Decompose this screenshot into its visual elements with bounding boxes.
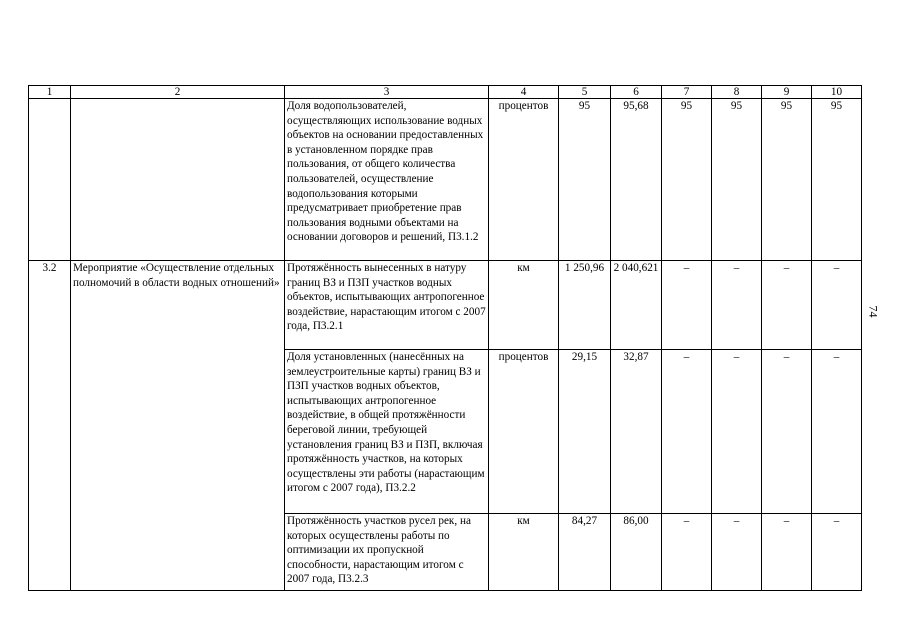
header-cell: 5 <box>559 86 611 99</box>
value-cell: 95 <box>812 99 862 261</box>
unit-cell: процентов <box>489 350 559 514</box>
value-cell: 29,15 <box>559 350 611 514</box>
header-cell: 9 <box>762 86 812 99</box>
header-row <box>29 86 862 99</box>
value-cell: – <box>712 261 762 350</box>
indicator-cell: Доля водопользователей, осуществляющих использование водных объектов на основании предоставленных в установленном порядке прав пользования, от общего количества пользователей, осуществление водопользования которыми предусматривает приобретение прав пользования водными объектами на основании договоров и решений, П3.1.2 <box>285 99 489 261</box>
value-cell: 2 040,621 <box>611 261 662 350</box>
unit-cell: км <box>489 514 559 591</box>
header-cell: 10 <box>812 86 862 99</box>
header-cell: 8 <box>712 86 762 99</box>
value-cell: – <box>712 514 762 591</box>
value-cell: – <box>762 350 812 514</box>
value-cell: 32,87 <box>611 350 662 514</box>
value-cell: 95 <box>559 99 611 261</box>
value-cell: 95 <box>762 99 812 261</box>
value-cell: – <box>762 514 812 591</box>
value-cell: 84,27 <box>559 514 611 591</box>
value-cell: – <box>762 261 812 350</box>
header-cell: 4 <box>489 86 559 99</box>
unit-cell: процентов <box>489 99 559 261</box>
page-number: 74 <box>866 305 881 318</box>
header-cell: 2 <box>71 86 285 99</box>
header-cell: 3 <box>285 86 489 99</box>
value-cell: 95,68 <box>611 99 662 261</box>
indicator-cell: Протяжённость вынесенных в натуру границ ВЗ и ПЗП участков водных объектов, испытывающих антропогенное воздействие, нарастающим итогом с 2007 года, П3.2.1 <box>285 261 489 350</box>
value-cell: – <box>812 350 862 514</box>
value-cell: – <box>662 514 712 591</box>
indicator-cell: Доля установленных (нанесённых на землеустроительные карты) границ ВЗ и ПЗП участков водных объектов, испытывающих антропогенное воздействие, в общей протяжённости береговой линии, требующей установления границ ВЗ и ПЗП, включая протяжённость участков, на которых осуществлены эти работы (нарастающим итогом с 2007 года), П3.2.2 <box>285 350 489 514</box>
table-row <box>29 99 862 261</box>
table-row <box>29 261 862 350</box>
value-cell: – <box>812 514 862 591</box>
value-cell: 1 250,96 <box>559 261 611 350</box>
row-number: 3.2 <box>29 261 71 591</box>
value-cell: 86,00 <box>611 514 662 591</box>
header-cell: 6 <box>611 86 662 99</box>
event-cell <box>71 99 285 261</box>
value-cell: – <box>662 261 712 350</box>
value-cell: – <box>712 350 762 514</box>
value-cell: – <box>662 350 712 514</box>
indicator-cell: Протяжённость участков русел рек, на которых осуществлены работы по оптимизации их пропускной способности, нарастающим итогом с 2007 года, П3.2.3 <box>285 514 489 591</box>
header-cell: 1 <box>29 86 71 99</box>
value-cell: – <box>812 261 862 350</box>
value-cell: 95 <box>662 99 712 261</box>
unit-cell: км <box>489 261 559 350</box>
event-cell: Мероприятие «Осуществление отдельных полномочий в области водных отношений» <box>71 261 285 591</box>
header-cell: 7 <box>662 86 712 99</box>
row-number <box>29 99 71 261</box>
indicators-table <box>28 85 862 591</box>
value-cell: 95 <box>712 99 762 261</box>
